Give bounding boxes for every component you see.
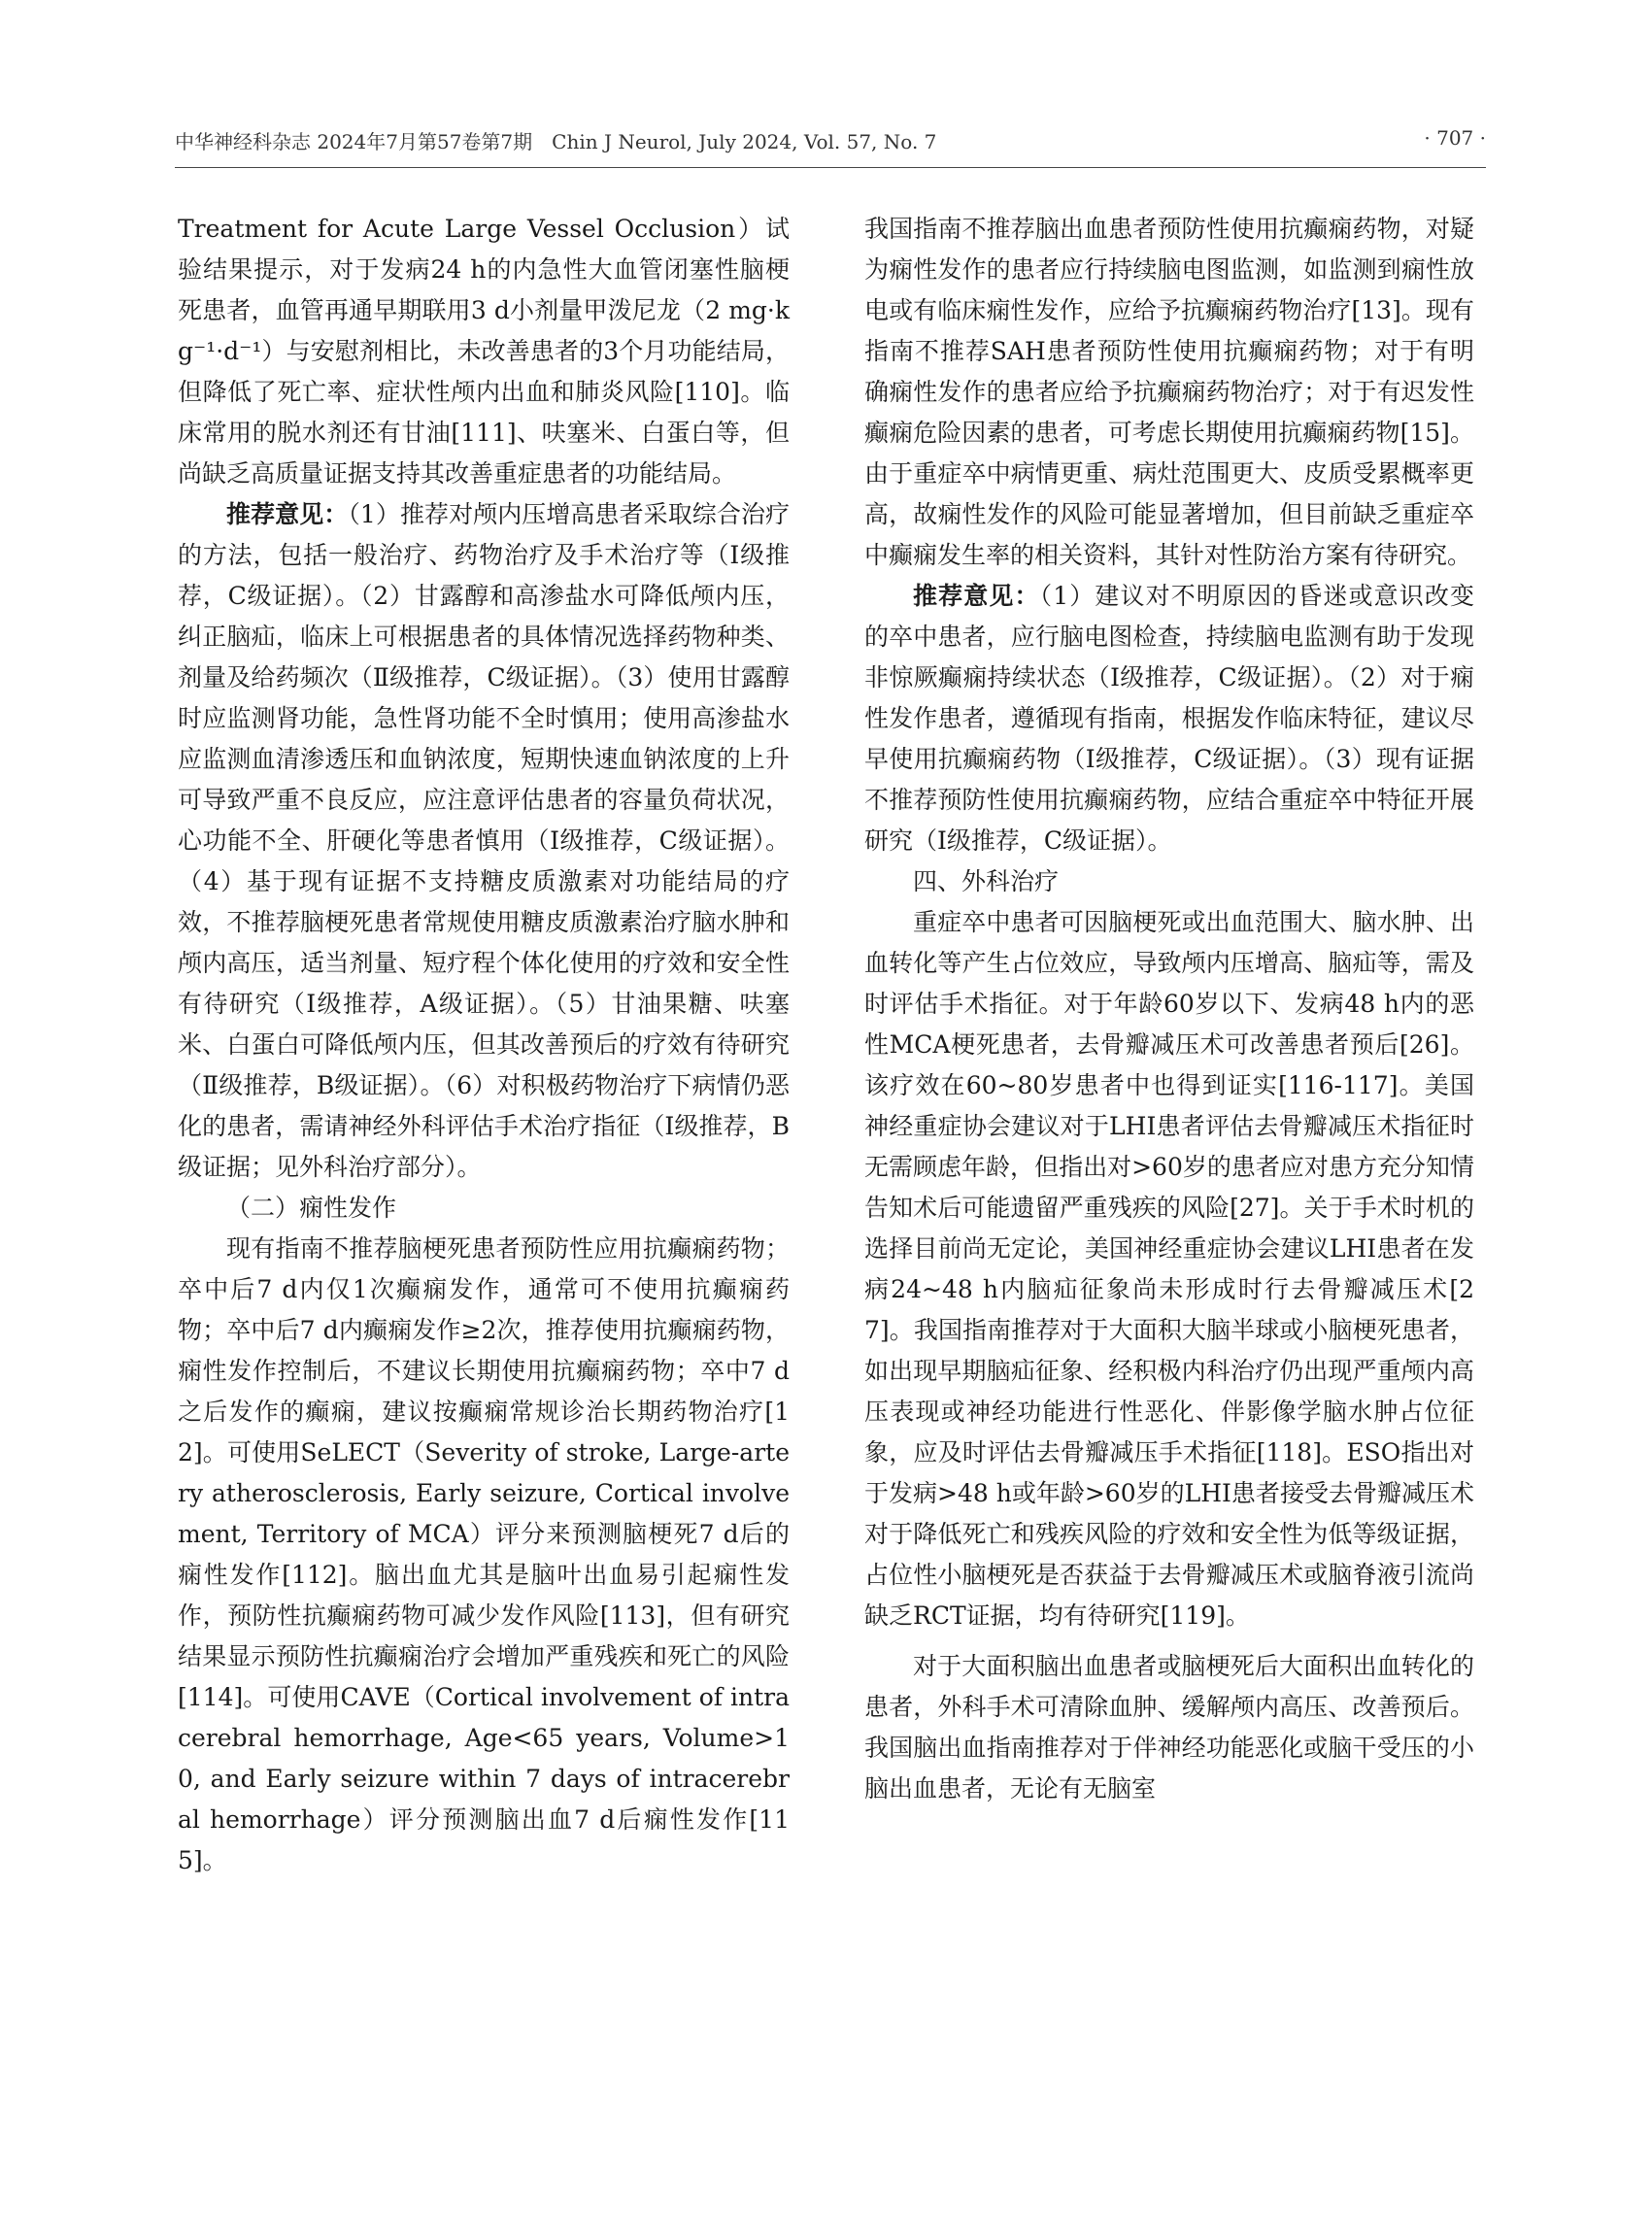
paragraph-steroid-trial: Treatment for Acute Large Vessel Occlusion）试验结果提示，对于发病24 h的内急性大血管闭塞性脑梗死患者，血管再通早期联用3 d小剂量甲泼尼龙（2 mg·kg⁻¹·d⁻¹）与安慰剂相比，未改善患者的3个月功能结局，但降低了死亡率、症状性颅内出血和肺炎风险[110]。临床常用的脱水剂还有甘油[111]、呋塞米、白蛋白等，但尚缺乏高质量证据支持其改善重症患者的功能结局。 [178, 215, 790, 488]
recommendation-label: 推荐意见： [226, 500, 349, 528]
journal-citation: 中华神经科杂志 2024年7月第57卷第7期 Chin J Neurol, July 2024, Vol. 57, No. 7 [175, 130, 937, 153]
recommendation-label: 推荐意见： [913, 582, 1040, 610]
section-heading-surgery: 四、外科治疗 [913, 867, 1060, 895]
right-column [864, 209, 1474, 1809]
recommendation-text: （1）推荐对颅内压增高患者采取综合治疗的方法，包括一般治疗、药物治疗及手术治疗等（Ⅰ级推荐，C级证据）。（2）甘露醇和高渗盐水可降低颅内压，纠正脑疝，临床上可根据患者的具体情况选择药物种类、剂量及给药频次（Ⅱ级推荐，C级证据）。（3）使用甘露醇时应监测肾功能，急性肾功能不全时慎用；使用高渗盐水应监测血清渗透压和血钠浓度，短期快速血钠浓度的上升可导致严重不良反应，应注意评估患者的容量负荷状况，心功能不全、肝硬化等患者慎用（Ⅰ级推荐，C级证据）。（4）基于现有证据不支持糖皮质激素对功能结局的疗效，不推荐脑梗死患者常规使用糖皮质激素治疗脑水肿和颅内高压，适当剂量、短疗程个体化使用的疗效和安全性有待研究（Ⅰ级推荐，A级证据）。（5）甘油果糖、呋塞米、白蛋白可降低颅内压，但其改善预后的疗效有待研究（Ⅱ级推荐，B级证据）。（6）对积极药物治疗下病情仍恶化的患者，需请神经外科评估手术治疗指征（Ⅰ级推荐，B级证据；见外科治疗部分）。 [178, 500, 790, 1181]
paragraph-seizure: 现有指南不推荐脑梗死患者预防性应用抗癫痫药物；卒中后7 d内仅1次癫痫发作，通常可不使用抗癫痫药物；卒中后7 d内癫痫发作≥2次，推荐使用抗癫痫药物，痫性发作控制后，不建议长期使用抗癫痫药物；卒中7 d之后发作的癫痫，建议按癫痫常规诊治长期药物治疗[12]。可使用SeLECT（Severity of stroke, Large-artery atherosclerosis, Early seizure, Cortical involvement, Territory of MCA）评分来预测脑梗死7 d后的痫性发作[112]。脑出血尤其是脑叶出血易引起痫性发作，预防性抗癫痫药物可减少发作风险[113]，但有研究结果显示预防性抗癫痫治疗会增加严重残疾和死亡的风险[114]。可使用CAVE（Cortical involvement of intracerebral hemorrhage, Age<65 years, Volume>10, and Early seizure within 7 days of intracerebral hemorrhage）评分预测脑出血7 d后痫性发作[115]。 [178, 1234, 790, 1874]
paragraph-ich-seizure: 我国指南不推荐脑出血患者预防性使用抗癫痫药物，对疑为痫性发作的患者应行持续脑电图监测，如监测到痫性放电或有临床痫性发作，应给予抗癫痫药物治疗[13]。现有指南不推荐SAH患者预防性使用抗癫痫药物；对于有明确痫性发作的患者应给予抗癫痫药物治疗；对于有迟发性癫痫危险因素的患者，可考虑长期使用抗癫痫药物[15]。由于重症卒中病情更重、病灶范围更大、皮质受累概率更高，故痫性发作的风险可能显著增加，但目前缺乏重症卒中癫痫发生率的相关资料，其针对性防治方案有待研究。 [864, 215, 1474, 569]
header-rule [175, 167, 1486, 168]
paragraph-surgery: 重症卒中患者可因脑梗死或出血范围大、脑水肿、出血转化等产生占位效应，导致颅内压增高、脑疝等，需及时评估手术指征。对于年龄60岁以下、发病48 h内的恶性MCA梗死患者，去骨瓣减压术可改善患者预后[26]。该疗效在60~80岁患者中也得到证实[116-117]。美国神经重症协会建议对于LHI患者评估去骨瓣减压术指征时无需顾虑年龄，但指出对>60岁的患者应对患方充分知情告知术后可能遗留严重残疾的风险[27]。关于手术时机的选择目前尚无定论，美国神经重症协会建议LHI患者在发病24~48 h内脑疝征象尚未形成时行去骨瓣减压术[27]。我国指南推荐对于大面积大脑半球或小脑梗死患者，如出现早期脑疝征象、经积极内科治疗仍出现严重颅内高压表现或神经功能进行性恶化、伴影像学脑水肿占位征象，应及时评估去骨瓣减压手术指征[118]。ESO指出对于发病>48 h或年龄>60岁的LHI患者接受去骨瓣减压术对于降低死亡和残疾风险的疗效和安全性为低等级证据，占位性小脑梗死是否获益于去骨瓣减压术或脑脊液引流尚缺乏RCT证据，均有待研究[119]。 [864, 908, 1474, 1630]
running-header [175, 126, 1486, 154]
recommendation-seizure [864, 576, 1474, 861]
recommendation-text: （1）建议对不明原因的昏迷或意识改变的卒中患者，应行脑电图检查，持续脑电监测有助于发现非惊厥癫痫持续状态（Ⅰ级推荐，C级证据）。（2）对于痫性发作患者，遵循现有指南，根据发作临床特征，建议尽早使用抗癫痫药物（Ⅰ级推荐，C级证据）。（3）现有证据不推荐预防性使用抗癫痫药物，应结合重症卒中特征开展研究（Ⅰ级推荐，C级证据）。 [864, 582, 1474, 855]
recommendation-icp [178, 494, 790, 1188]
paragraph-hemorrhage-surgery: 对于大面积脑出血患者或脑梗死后大面积出血转化的患者，外科手术可清除血肿、缓解颅内高压、改善预后。我国脑出血指南推荐对于伴神经功能恶化或脑干受压的小脑出血患者，无论有无脑室 [864, 1652, 1474, 1803]
left-column [178, 209, 790, 1881]
page-number: · 707 · [1424, 126, 1486, 150]
section-heading-seizure: （二）痫性发作 [226, 1194, 397, 1222]
